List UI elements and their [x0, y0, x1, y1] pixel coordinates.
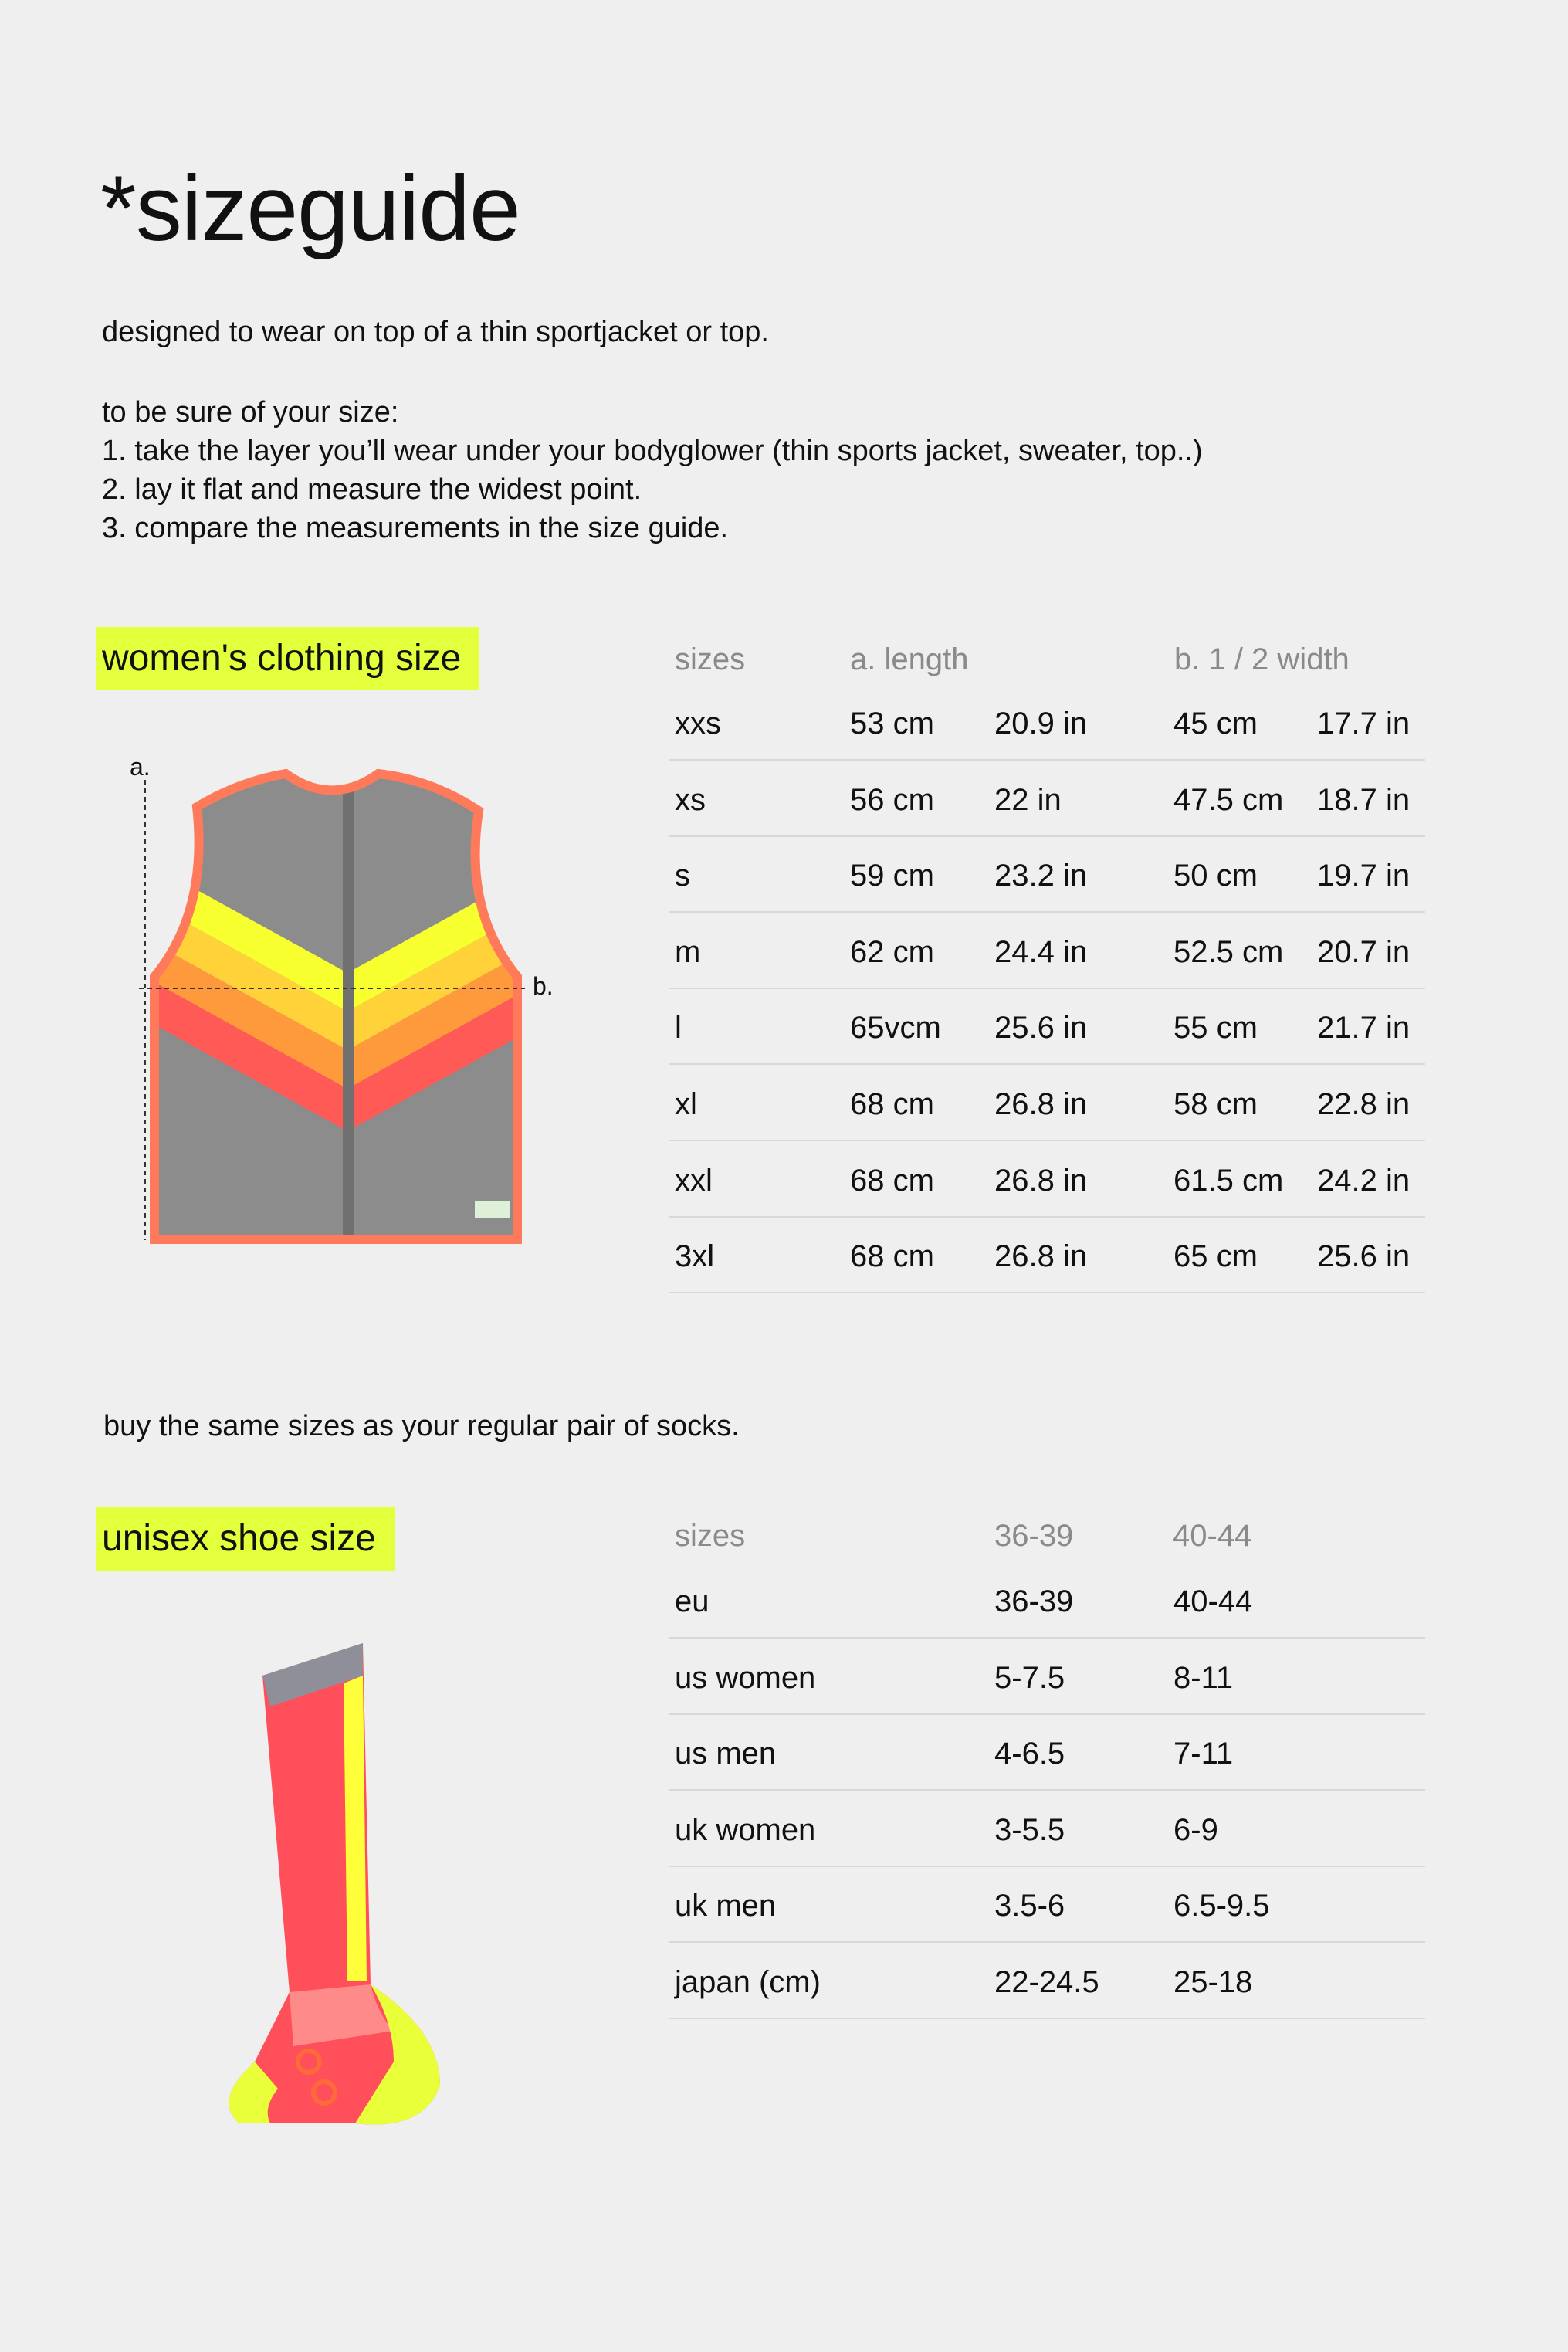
table-row-divider: [669, 1941, 1425, 1943]
shoe-header-40-44: 40-44: [1173, 1519, 1252, 1553]
clothing-cell-width-cm: 58 cm: [1173, 1087, 1258, 1121]
instruction-step-1: 1. take the layer you’ll wear under your bodyglower (thin sports jacket, sweater, top..): [102, 435, 1203, 467]
clothing-cell-width-in: 19.7 in: [1317, 859, 1411, 893]
table-row-divider: [669, 1140, 1425, 1141]
clothing-cell-size: 3xl: [675, 1239, 715, 1274]
table-row-divider: [669, 1789, 1425, 1791]
clothing-cell-width-in: 25.6 in: [1317, 1239, 1411, 1274]
shoe-cell-size-36-39: 22-24.5: [994, 1965, 1099, 1999]
table-row-divider: [669, 911, 1425, 913]
shoe-cell-region: japan (cm): [675, 1965, 821, 1999]
clothing-cell-length-in: 22 in: [994, 782, 1062, 817]
shoe-cell-size-40-44: 6.5-9.5: [1173, 1889, 1270, 1923]
table-row-divider: [669, 1713, 1425, 1715]
socks-note: buy the same sizes as your regular pair of socks.: [103, 1410, 740, 1442]
intro-text: designed to wear on top of a thin sportjacket or top.: [102, 316, 769, 348]
shoe-cell-size-36-39: 36-39: [994, 1584, 1074, 1618]
shoe-cell-size-40-44: 6-9: [1173, 1812, 1218, 1847]
clothing-cell-size: xl: [675, 1087, 697, 1121]
clothing-cell-width-in: 24.2 in: [1317, 1163, 1411, 1198]
clothing-cell-width-cm: 55 cm: [1173, 1011, 1258, 1046]
shoe-header-sizes: sizes: [675, 1519, 746, 1553]
womens-clothing-tag: women's clothing size: [96, 627, 479, 690]
clothing-cell-width-cm: 61.5 cm: [1173, 1163, 1284, 1198]
table-row-divider: [669, 835, 1425, 837]
clothing-cell-length-cm: 65vcm: [850, 1011, 941, 1046]
shoe-cell-size-36-39: 3-5.5: [994, 1812, 1065, 1847]
clothing-cell-length-cm: 68 cm: [850, 1087, 934, 1121]
table-row-divider: [669, 1063, 1425, 1065]
shoe-cell-size-36-39: 4-6.5: [994, 1737, 1065, 1771]
clothing-cell-length-in: 26.8 in: [994, 1163, 1088, 1198]
shoe-cell-size-40-44: 40-44: [1173, 1584, 1253, 1618]
clothing-cell-length-in: 25.6 in: [994, 1011, 1088, 1046]
clothing-cell-width-cm: 45 cm: [1173, 707, 1258, 741]
shoe-cell-size-40-44: 7-11: [1173, 1737, 1234, 1771]
instruction-step-2: 2. lay it flat and measure the widest point.: [102, 473, 642, 506]
shoe-cell-region: eu: [675, 1584, 709, 1618]
clothing-cell-width-cm: 47.5 cm: [1173, 782, 1284, 817]
table-row-divider: [669, 988, 1425, 989]
clothing-cell-width-in: 22.8 in: [1317, 1087, 1411, 1121]
shoe-cell-region: uk men: [675, 1889, 777, 1923]
shoe-cell-size-40-44: 25-18: [1173, 1965, 1253, 1999]
vest-label-b: b.: [533, 972, 554, 1000]
clothing-cell-width-in: 21.7 in: [1317, 1011, 1411, 1046]
table-row-divider: [669, 1292, 1425, 1293]
clothing-header-sizes: sizes: [675, 642, 746, 676]
table-row-divider: [669, 759, 1425, 761]
clothing-cell-size: xxs: [675, 707, 721, 741]
clothing-cell-width-in: 18.7 in: [1317, 782, 1411, 817]
clothing-cell-length-cm: 68 cm: [850, 1239, 934, 1274]
shoe-cell-size-36-39: 3.5-6: [994, 1889, 1065, 1923]
table-row-divider: [669, 2018, 1425, 2019]
instructions-heading: to be sure of your size:: [102, 396, 399, 429]
clothing-cell-width-cm: 52.5 cm: [1173, 934, 1284, 969]
shoe-cell-region: us men: [675, 1737, 777, 1771]
clothing-cell-length-cm: 53 cm: [850, 707, 934, 741]
clothing-cell-length-cm: 59 cm: [850, 859, 934, 893]
vest-diagram: [124, 741, 571, 1266]
clothing-header-length: a. length: [850, 642, 969, 676]
unisex-shoe-tag: unisex shoe size: [96, 1507, 395, 1571]
clothing-cell-length-cm: 62 cm: [850, 934, 934, 969]
page-title: *sizeguide: [100, 157, 520, 260]
clothing-cell-size: xxl: [675, 1163, 713, 1198]
shoe-cell-size-36-39: 5-7.5: [994, 1660, 1065, 1695]
clothing-cell-width-cm: 50 cm: [1173, 859, 1258, 893]
clothing-cell-length-in: 23.2 in: [994, 859, 1088, 893]
clothing-cell-length-in: 26.8 in: [994, 1087, 1088, 1121]
clothing-cell-length-cm: 68 cm: [850, 1163, 934, 1198]
clothing-cell-size: xs: [675, 782, 706, 817]
shoe-cell-region: uk women: [675, 1812, 816, 1847]
vest-label-a: a.: [130, 753, 151, 781]
shoe-header-36-39: 36-39: [994, 1519, 1074, 1553]
table-row-divider: [669, 1637, 1425, 1639]
instruction-step-3: 3. compare the measurements in the size guide.: [102, 512, 729, 544]
shoe-cell-size-40-44: 8-11: [1173, 1660, 1234, 1695]
clothing-header-width: b. 1 / 2 width: [1174, 642, 1350, 676]
clothing-cell-length-in: 24.4 in: [994, 934, 1088, 969]
clothing-cell-size: m: [675, 934, 701, 969]
clothing-cell-width-in: 17.7 in: [1317, 707, 1411, 741]
clothing-cell-size: l: [675, 1011, 682, 1046]
table-row-divider: [669, 1216, 1425, 1218]
clothing-cell-width-in: 20.7 in: [1317, 934, 1411, 969]
clothing-cell-width-cm: 65 cm: [1173, 1239, 1258, 1274]
clothing-cell-length-in: 20.9 in: [994, 707, 1088, 741]
sock-illustration: [216, 1629, 471, 2139]
clothing-cell-size: s: [675, 859, 690, 893]
table-row-divider: [669, 1866, 1425, 1867]
clothing-cell-length-cm: 56 cm: [850, 782, 934, 817]
shoe-cell-region: us women: [675, 1660, 816, 1695]
clothing-cell-length-in: 26.8 in: [994, 1239, 1088, 1274]
